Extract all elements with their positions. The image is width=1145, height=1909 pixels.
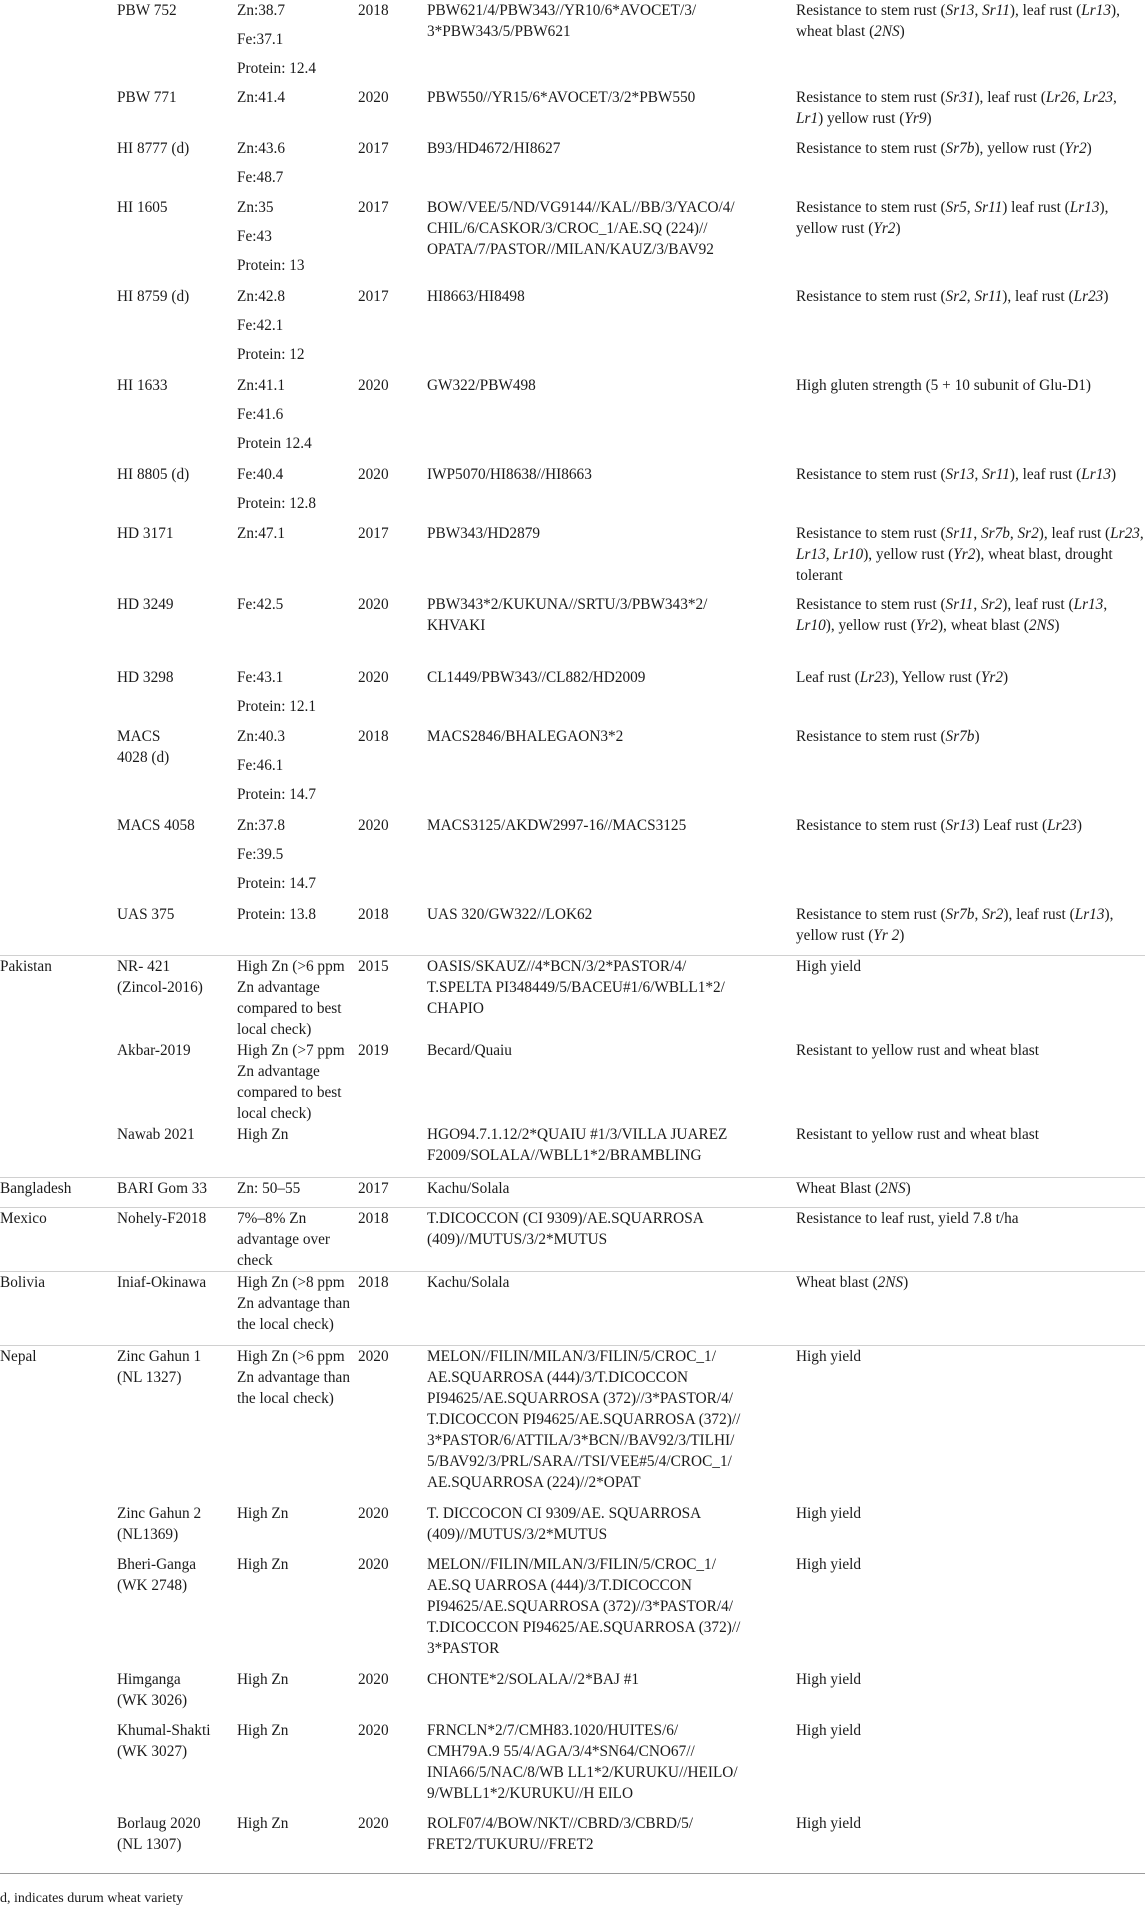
country-cell: [0, 464, 117, 523]
pedigree-line: (409)//MUTUS/3/2*MUTUS: [427, 1231, 608, 1248]
pedigree-line: T.DICOCCON PI94625/AE.SQUARROSA (372)//: [427, 1411, 741, 1428]
country-cell: [0, 1040, 117, 1124]
pedigree-line: FRNCLN*2/7/CMH83.1020/HUITES/6/: [427, 1722, 679, 1739]
content-line: Fe:37.1: [237, 31, 284, 48]
pedigree-line: 5/BAV92/3/PRL/SARA//TSI/VEE#5/4/CROC_1/: [427, 1453, 732, 1470]
pedigree-line: F2009/SOLALA//WBLL1*2/BRAMBLING: [427, 1147, 702, 1164]
content-cell: [237, 1124, 358, 1177]
year-cell: [358, 1124, 427, 1177]
variety-cell: [117, 1346, 237, 1503]
content-line: Protein: 12.4: [237, 60, 317, 77]
variety-cell: [117, 464, 237, 523]
traits-cell: High gluten strength (5 + 10 subunit of Glu-D1): [796, 377, 1091, 394]
content-cell: [237, 1178, 358, 1207]
content-cell: [237, 464, 358, 523]
variety-line: 4028 (d): [117, 749, 170, 766]
table-row: [0, 1040, 1145, 1124]
variety-line: (WK 3026): [117, 1692, 188, 1709]
variety-cell: [117, 956, 237, 1040]
pedigree-line: Becard/Quaiu: [427, 1042, 512, 1059]
content-line: Zn:42.8: [237, 288, 286, 305]
content-cell: [237, 87, 358, 138]
variety-line: MACS: [117, 728, 161, 745]
traits-cell: High yield: [796, 1815, 862, 1832]
pedigree-cell: [427, 1272, 796, 1345]
content-cell: [237, 375, 358, 464]
pedigree-line: CHAPIO: [427, 1000, 484, 1017]
year-cell: 2015: [358, 958, 389, 975]
country-cell: [0, 667, 117, 726]
traits-cell: Resistance to stem rust (Sr5, Sr11) leaf rust (Lr13), yellow rust (Yr2): [796, 199, 1109, 237]
pedigree-cell: [427, 523, 796, 594]
content-line: Zn:41.1: [237, 377, 286, 394]
traits-cell: Resistance to stem rust (Sr2, Sr11), leaf rust (Lr23): [796, 288, 1109, 305]
variety-line: Borlaug 2020: [117, 1815, 201, 1832]
year-cell: 2017: [358, 199, 389, 216]
table-row: [0, 138, 1145, 197]
pedigree-cell: [427, 1813, 796, 1869]
variety-line: NR- 421: [117, 958, 171, 975]
content-cell: [237, 197, 358, 286]
pedigree-line: 3*PASTOR/6/ATTILA/3*BCN//BAV92/3/TILHI/: [427, 1432, 735, 1449]
country-cell: [0, 904, 117, 955]
country-cell: Nepal: [0, 1348, 37, 1365]
content-cell: [237, 1503, 358, 1554]
content-cell: [237, 1272, 358, 1345]
year-cell: 2018: [358, 728, 389, 745]
variety-line: PBW 752: [117, 2, 177, 19]
content-line: Protein: 14.7: [237, 875, 317, 892]
content-cell: [237, 1554, 358, 1669]
pedigree-cell: [427, 87, 796, 138]
traits-cell: Resistance to stem rust (Sr7b), yellow rust (Yr2): [796, 140, 1092, 157]
pedigree-line: IWP5070/HI8638//HI8663: [427, 466, 592, 483]
variety-cell: [117, 138, 237, 197]
variety-line: UAS 375: [117, 906, 175, 923]
pedigree-line: KHVAKI: [427, 617, 486, 634]
year-cell: 2020: [358, 1722, 389, 1739]
country-cell: [0, 1720, 117, 1813]
pedigree-line: MACS3125/AKDW2997-16//MACS3125: [427, 817, 687, 834]
variety-line: (Zincol-2016): [117, 979, 203, 996]
content-line: Protein: 13.8: [237, 906, 317, 923]
table-row: [0, 1271, 1145, 1345]
content-line: High Zn: [237, 1505, 289, 1522]
pedigree-cell: [427, 0, 796, 87]
traits-cell: High yield: [796, 958, 862, 975]
content-line: Fe:41.6: [237, 406, 284, 423]
variety-line: (WK 3027): [117, 1743, 188, 1760]
country-cell: Bolivia: [0, 1274, 46, 1291]
content-cell: [237, 1346, 358, 1503]
pedigree-line: CL1449/PBW343//CL882/HD2009: [427, 669, 646, 686]
pedigree-line: T.DICOCCON PI94625/AE.SQUARROSA (372)//: [427, 1619, 741, 1636]
variety-line: HD 3171: [117, 525, 174, 542]
year-cell: 2020: [358, 377, 389, 394]
pedigree-line: UAS 320/GW322//LOK62: [427, 906, 593, 923]
variety-line: HI 8777 (d): [117, 140, 190, 157]
content-line: High Zn: [237, 1126, 289, 1143]
year-cell: 2020: [358, 1815, 389, 1832]
year-cell: 2020: [358, 669, 389, 686]
table-row: [0, 904, 1145, 955]
traits-cell: High yield: [796, 1505, 862, 1522]
year-cell: 2020: [358, 1505, 389, 1522]
pedigree-line: OPATA/7/PASTOR//MILAN/KAUZ/3/BAV92: [427, 241, 714, 258]
pedigree-line: HGO94.7.1.12/2*QUAIU #1/3/VILLA JUAREZ: [427, 1126, 728, 1143]
table-row: [0, 1177, 1145, 1207]
traits-cell: Resistant to yellow rust and wheat blast: [796, 1126, 1040, 1143]
content-line: Protein: 12.8: [237, 495, 317, 512]
pedigree-line: 3*PASTOR: [427, 1640, 500, 1657]
country-cell: Bangladesh: [0, 1180, 72, 1197]
traits-cell: High yield: [796, 1348, 862, 1365]
content-cell: [237, 1669, 358, 1720]
country-cell: [0, 1669, 117, 1720]
pedigree-cell: [427, 1040, 796, 1124]
content-cell: [237, 815, 358, 904]
content-cell: [237, 1813, 358, 1869]
table-row: [0, 286, 1145, 375]
country-cell: [0, 138, 117, 197]
content-cell: [237, 726, 358, 815]
table-row: [0, 523, 1145, 594]
variety-line: HD 3298: [117, 669, 174, 686]
content-line: Zn:38.7: [237, 2, 286, 19]
content-line: High Zn: [237, 1722, 289, 1739]
country-cell: [0, 726, 117, 815]
pedigree-line: AE.SQUARROSA (444)/3/T.DICOCCON: [427, 1369, 689, 1386]
variety-cell: [117, 197, 237, 286]
variety-line: HI 8805 (d): [117, 466, 190, 483]
pedigree-line: PBW621/4/PBW343//YR10/6*AVOCET/3/: [427, 2, 697, 19]
variety-line: (NL1369): [117, 1526, 179, 1543]
pedigree-line: AE.SQ UARROSA (444)/3/T.DICOCCON: [427, 1577, 692, 1594]
year-cell: 2017: [358, 525, 389, 542]
pedigree-cell: [427, 956, 796, 1040]
pedigree-line: PBW550//YR15/6*AVOCET/3/2*PBW550: [427, 89, 696, 106]
variety-line: PBW 771: [117, 89, 177, 106]
variety-cell: [117, 1503, 237, 1554]
year-cell: 2017: [358, 288, 389, 305]
content-cell: [237, 594, 358, 667]
variety-cell: [117, 726, 237, 815]
variety-line: Akbar-2019: [117, 1042, 191, 1059]
pedigree-line: T.SPELTA PI348449/5/BACEU#1/6/WBLL1*2/: [427, 979, 725, 996]
year-cell: 2019: [358, 1042, 389, 1059]
table-row: [0, 815, 1145, 904]
table-bottom-rule: [0, 1873, 1145, 1874]
pedigree-cell: [427, 815, 796, 904]
pedigree-cell: [427, 726, 796, 815]
variety-cell: [117, 1813, 237, 1869]
country-cell: Pakistan: [0, 958, 52, 975]
content-cell: [237, 1208, 358, 1271]
content-cell: [237, 523, 358, 594]
pedigree-line: PBW343/HD2879: [427, 525, 541, 542]
variety-cell: [117, 1272, 237, 1345]
traits-cell: Resistance to stem rust (Sr11, Sr2), leaf rust (Lr13, Lr10), yellow rust (Yr2), wheat blast (2NS): [796, 596, 1108, 634]
variety-line: HI 1633: [117, 377, 168, 394]
traits-cell: Leaf rust (Lr23), Yellow rust (Yr2): [796, 669, 1009, 686]
traits-cell: Wheat Blast (2NS): [796, 1180, 911, 1197]
variety-cell: [117, 1720, 237, 1813]
country-cell: [0, 87, 117, 138]
variety-line: (NL 1327): [117, 1369, 182, 1386]
pedigree-cell: [427, 1124, 796, 1177]
country-cell: [0, 594, 117, 667]
pedigree-cell: [427, 594, 796, 667]
pedigree-line: MELON//FILIN/MILAN/3/FILIN/5/CROC_1/: [427, 1348, 716, 1365]
variety-line: Khumal-Shakti: [117, 1722, 211, 1739]
table-row: [0, 667, 1145, 726]
pedigree-line: B93/HD4672/HI8627: [427, 140, 561, 157]
year-cell: 2020: [358, 817, 389, 834]
year-cell: 2020: [358, 596, 389, 613]
traits-cell: Resistance to stem rust (Sr7b, Sr2), leaf rust (Lr13), yellow rust (Yr 2): [796, 906, 1114, 944]
traits-cell: Resistance to stem rust (Sr11, Sr7b, Sr2), leaf rust (Lr23, Lr13, Lr10), yellow rust (Yr2), wheat blast, drought tolerant: [796, 525, 1144, 584]
year-cell: 2020: [358, 89, 389, 106]
traits-cell: Wheat blast (2NS): [796, 1274, 909, 1291]
traits-cell: High yield: [796, 1671, 862, 1688]
traits-cell: Resistance to stem rust (Sr13, Sr11), leaf rust (Lr13): [796, 466, 1117, 483]
pedigree-cell: [427, 1669, 796, 1720]
variety-cell: [117, 1554, 237, 1669]
content-line: Zn:43.6: [237, 140, 286, 157]
variety-line: Zinc Gahun 2: [117, 1505, 202, 1522]
country-cell: [0, 286, 117, 375]
content-line: Zn: 50–55: [237, 1180, 301, 1197]
content-line: High Zn (>6 ppm Zn advantage compared to best local check): [237, 958, 345, 1038]
table-row: [0, 1720, 1145, 1813]
content-line: Zn:35: [237, 199, 274, 216]
traits-cell: Resistance to stem rust (Sr13) Leaf rust (Lr23): [796, 817, 1082, 834]
year-cell: 2020: [358, 466, 389, 483]
traits-cell: Resistance to stem rust (Sr7b): [796, 728, 980, 745]
pedigree-cell: [427, 464, 796, 523]
content-cell: [237, 667, 358, 726]
content-line: Zn:37.8: [237, 817, 286, 834]
variety-line: Nohely-F2018: [117, 1210, 207, 1227]
content-cell: [237, 904, 358, 955]
content-cell: [237, 138, 358, 197]
pedigree-cell: [427, 375, 796, 464]
pedigree-cell: [427, 1554, 796, 1669]
content-line: Protein: 14.7: [237, 786, 317, 803]
content-cell: [237, 286, 358, 375]
year-cell: 2017: [358, 140, 389, 157]
year-cell: 2018: [358, 2, 389, 19]
content-line: Zn:47.1: [237, 525, 286, 542]
variety-cell: [117, 286, 237, 375]
content-line: High Zn (>8 ppm Zn advantage than the local check): [237, 1274, 350, 1333]
variety-line: HI 8759 (d): [117, 288, 190, 305]
variety-cell: [117, 0, 237, 87]
content-line: Fe:42.1: [237, 317, 284, 334]
table-row: [0, 1124, 1145, 1177]
traits-cell: Resistance to leaf rust, yield 7.8 t/ha: [796, 1210, 1019, 1227]
table-row: [0, 1554, 1145, 1669]
country-cell: [0, 1813, 117, 1869]
country-cell: [0, 375, 117, 464]
country-cell: [0, 1554, 117, 1669]
content-cell: [237, 0, 358, 87]
content-cell: [237, 1720, 358, 1813]
content-line: Fe:48.7: [237, 169, 284, 186]
variety-cell: [117, 815, 237, 904]
pedigree-line: Kachu/Solala: [427, 1180, 510, 1197]
variety-cell: [117, 594, 237, 667]
year-cell: 2018: [358, 1210, 389, 1227]
pedigree-line: PI94625/AE.SQUARROSA (372)//3*PASTOR/4/: [427, 1598, 733, 1615]
table-row: [0, 464, 1145, 523]
pedigree-line: OASIS/SKAUZ//4*BCN/3/2*PASTOR/4/: [427, 958, 687, 975]
pedigree-cell: [427, 138, 796, 197]
table-row: [0, 375, 1145, 464]
pedigree-line: AE.SQUARROSA (224)//2*OPAT: [427, 1474, 641, 1491]
country-cell: [0, 1124, 117, 1177]
traits-cell: Resistance to stem rust (Sr13, Sr11), leaf rust (Lr13), wheat blast (2NS): [796, 2, 1120, 40]
content-line: Fe:46.1: [237, 757, 284, 774]
table-row: [0, 594, 1145, 667]
content-line: Fe:42.5: [237, 596, 284, 613]
pedigree-line: GW322/PBW498: [427, 377, 536, 394]
country-cell: [0, 0, 117, 87]
year-cell: 2020: [358, 1556, 389, 1573]
variety-cell: [117, 904, 237, 955]
table-row: [0, 1345, 1145, 1503]
content-line: High Zn (>6 ppm Zn advantage than the local check): [237, 1348, 350, 1407]
variety-cell: [117, 1178, 237, 1207]
variety-cell: [117, 375, 237, 464]
content-line: Fe:43.1: [237, 669, 284, 686]
pedigree-line: 9/WBLL1*2/KURUKU//H EILO: [427, 1785, 634, 1802]
content-line: Protein: 13: [237, 257, 305, 274]
pedigree-line: CHONTE*2/SOLALA//2*BAJ #1: [427, 1671, 640, 1688]
variety-cell: [117, 1040, 237, 1124]
table-row: [0, 1813, 1145, 1869]
pedigree-line: (409)//MUTUS/3/2*MUTUS: [427, 1526, 608, 1543]
table-row: [0, 1669, 1145, 1720]
pedigree-line: MACS2846/BHALEGAON3*2: [427, 728, 624, 745]
content-line: High Zn (>7 ppm Zn advantage compared to best local check): [237, 1042, 345, 1122]
content-line: Protein: 12.1: [237, 698, 317, 715]
pedigree-line: ROLF07/4/BOW/NKT//CBRD/3/CBRD/5/: [427, 1815, 694, 1832]
pedigree-cell: [427, 1720, 796, 1813]
country-cell: [0, 197, 117, 286]
pedigree-line: Kachu/Solala: [427, 1274, 510, 1291]
table-row: [0, 1207, 1145, 1271]
content-line: High Zn: [237, 1671, 289, 1688]
content-line: 7%–8% Zn advantage over check: [237, 1210, 331, 1269]
content-line: High Zn: [237, 1556, 289, 1573]
pedigree-line: INIA66/5/NAC/8/WB LL1*2/KURUKU//HEILO/: [427, 1764, 738, 1781]
pedigree-line: T.DICOCCON (CI 9309)/AE.SQUARROSA: [427, 1210, 704, 1227]
content-line: Zn:40.3: [237, 728, 286, 745]
table-row: [0, 0, 1145, 87]
variety-line: HD 3249: [117, 596, 174, 613]
pedigree-line: T. DICCOCON CI 9309/AE. SQUARROSA: [427, 1505, 702, 1522]
variety-line: Himganga: [117, 1671, 181, 1688]
variety-cell: [117, 1208, 237, 1271]
variety-line: Nawab 2021: [117, 1126, 195, 1143]
pedigree-cell: [427, 904, 796, 955]
variety-line: HI 1605: [117, 199, 168, 216]
table-row: [0, 1503, 1145, 1554]
traits-cell: High yield: [796, 1556, 862, 1573]
pedigree-line: 3*PBW343/5/PBW621: [427, 23, 571, 40]
table-row: [0, 87, 1145, 138]
pedigree-cell: [427, 197, 796, 286]
pedigree-cell: [427, 667, 796, 726]
country-cell: [0, 1503, 117, 1554]
variety-line: (WK 2748): [117, 1577, 188, 1594]
year-cell: 2018: [358, 1274, 389, 1291]
variety-cell: [117, 1124, 237, 1177]
pedigree-line: PI94625/AE.SQUARROSA (372)//3*PASTOR/4/: [427, 1390, 733, 1407]
variety-line: Iniaf-Okinawa: [117, 1274, 207, 1291]
content-line: High Zn: [237, 1815, 289, 1832]
pedigree-line: PBW343*2/KUKUNA//SRTU/3/PBW343*2/: [427, 596, 708, 613]
content-cell: [237, 1040, 358, 1124]
pedigree-cell: [427, 1208, 796, 1271]
content-line: Fe:39.5: [237, 846, 284, 863]
table-row: [0, 197, 1145, 286]
pedigree-line: CHIL/6/CASKOR/3/CROC_1/AE.SQ (224)//: [427, 220, 708, 237]
pedigree-line: BOW/VEE/5/ND/VG9144//KAL//BB/3/YACO/4/: [427, 199, 735, 216]
content-cell: [237, 956, 358, 1040]
pedigree-line: CMH79A.9 55/4/AGA/3/4*SN64/CNO67//: [427, 1743, 695, 1760]
pedigree-line: MELON//FILIN/MILAN/3/FILIN/5/CROC_1/: [427, 1556, 716, 1573]
variety-line: Zinc Gahun 1: [117, 1348, 202, 1365]
year-cell: 2017: [358, 1180, 389, 1197]
table-row: [0, 726, 1145, 815]
traits-cell: Resistant to yellow rust and wheat blast: [796, 1042, 1040, 1059]
pedigree-line: FRET2/TUKURU//FRET2: [427, 1836, 594, 1853]
variety-line: Bheri-Ganga: [117, 1556, 197, 1573]
variety-cell: [117, 523, 237, 594]
traits-cell: High yield: [796, 1722, 862, 1739]
variety-cell: [117, 667, 237, 726]
content-line: Protein 12.4: [237, 435, 312, 452]
variety-line: (NL 1307): [117, 1836, 182, 1853]
pedigree-cell: [427, 1178, 796, 1207]
content-line: Protein: 12: [237, 346, 305, 363]
table-row: [0, 955, 1145, 1040]
traits-cell: Resistance to stem rust (Sr31), leaf rust (Lr26, Lr23, Lr1) yellow rust (Yr9): [796, 89, 1117, 127]
pedigree-cell: [427, 286, 796, 375]
country-cell: Mexico: [0, 1210, 47, 1227]
variety-cell: [117, 1669, 237, 1720]
country-cell: [0, 815, 117, 904]
variety-cell: [117, 87, 237, 138]
variety-line: MACS 4058: [117, 817, 195, 834]
content-line: Fe:40.4: [237, 466, 284, 483]
pedigree-line: HI8663/HI8498: [427, 288, 525, 305]
content-line: Fe:43: [237, 228, 272, 245]
year-cell: 2018: [358, 906, 389, 923]
footnote: d, indicates durum wheat variety: [0, 1891, 184, 1906]
variety-line: BARI Gom 33: [117, 1180, 208, 1197]
content-line: Zn:41.4: [237, 89, 286, 106]
country-cell: [0, 523, 117, 594]
pedigree-cell: [427, 1346, 796, 1503]
pedigree-cell: [427, 1503, 796, 1554]
year-cell: 2020: [358, 1671, 389, 1688]
year-cell: 2020: [358, 1348, 389, 1365]
